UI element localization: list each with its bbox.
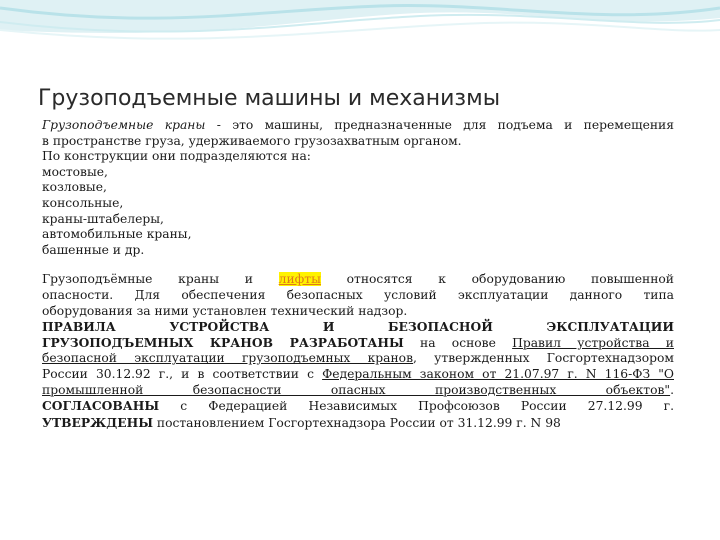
- rules-link-part-1[interactable]: Правил устройства и: [512, 335, 674, 350]
- lifts-link[interactable]: лифты: [278, 272, 321, 287]
- slide-title: Грузоподъемные машины и механизмы: [38, 86, 501, 111]
- p2-text-a: Грузоподъёмные краны и: [42, 272, 279, 287]
- p3-line-4: [42, 367, 674, 383]
- intro-line-2: в пространстве груза, удерживаемого грузозахватным органом.: [42, 133, 462, 148]
- crane-type-item: консольные,: [42, 195, 124, 210]
- crane-type-item: башенные и др.: [42, 242, 145, 257]
- p3-line-1: ПРАВИЛА УСТРОЙСТВА И БЕЗОПАСНОЙ ЭКСПЛУАТАЦИИ: [42, 319, 674, 335]
- p3-text-basis: на основе: [403, 335, 513, 350]
- p3-text-russia: России 30.12.92 г., и в соответствии с: [42, 366, 323, 381]
- p3-line-6: [42, 398, 674, 415]
- p3-bold-agreed: СОГЛАСОВАНЫ: [42, 398, 160, 414]
- p3-bold-approved: УТВЕРЖДЕНЫ: [42, 414, 153, 430]
- intro-line-1: [42, 118, 674, 134]
- federal-law-link-part-2[interactable]: промышленной безопасности опасных производственных объектов": [42, 382, 671, 397]
- p3-line-2: [42, 335, 674, 352]
- p3-text-resolution: постановлением Госгортехнадзора России от 31.12.99 г. N 98: [152, 415, 561, 430]
- decorative-wave-header: [0, 0, 720, 62]
- p3-line-7: [42, 415, 674, 432]
- federal-law-link-part-1[interactable]: Федеральным законом от 21.07.97 г. N 116-ФЗ "О: [322, 366, 674, 381]
- crane-type-item: мостовые,: [42, 164, 108, 179]
- crane-type-item: козловые,: [42, 180, 107, 195]
- p2-line-2: опасности. Для обеспечения безопасных условий эксплуатации данного типа: [42, 287, 674, 302]
- intro-line-1-rest: - это машины, предназначенные для подъема и перемещения: [205, 118, 674, 132]
- p3-line-3: [42, 351, 674, 367]
- crane-type-item: краны-штабелеры,: [42, 211, 164, 226]
- crane-type-item: автомобильные краны,: [42, 227, 192, 242]
- p3-text-federation: с Федерацией Независимых Профсоюзов России 27.12.99 г.: [159, 399, 674, 414]
- rules-link-part-2[interactable]: безопасной эксплуатации грузоподъемных кранов: [42, 351, 414, 366]
- p3-period: .: [670, 382, 674, 397]
- p2-line-1: [42, 272, 674, 288]
- p2-line-3: оборудования за ними установлен технический надзор.: [42, 303, 408, 318]
- p3-bold-developed: ГРУЗОПОДЪЕМНЫХ КРАНОВ РАЗРАБОТАНЫ: [42, 334, 404, 350]
- p2-text-b: относятся к оборудованию повышенной: [320, 272, 675, 287]
- p3-line-5: [42, 383, 674, 399]
- intro-term: Грузоподъемные краны: [42, 118, 206, 132]
- slide-body: [42, 118, 674, 431]
- p3-text-approved: , утвержденных Госгортехнадзором: [413, 351, 674, 366]
- intro-line-3: По конструкции они подразделяются на:: [42, 149, 311, 164]
